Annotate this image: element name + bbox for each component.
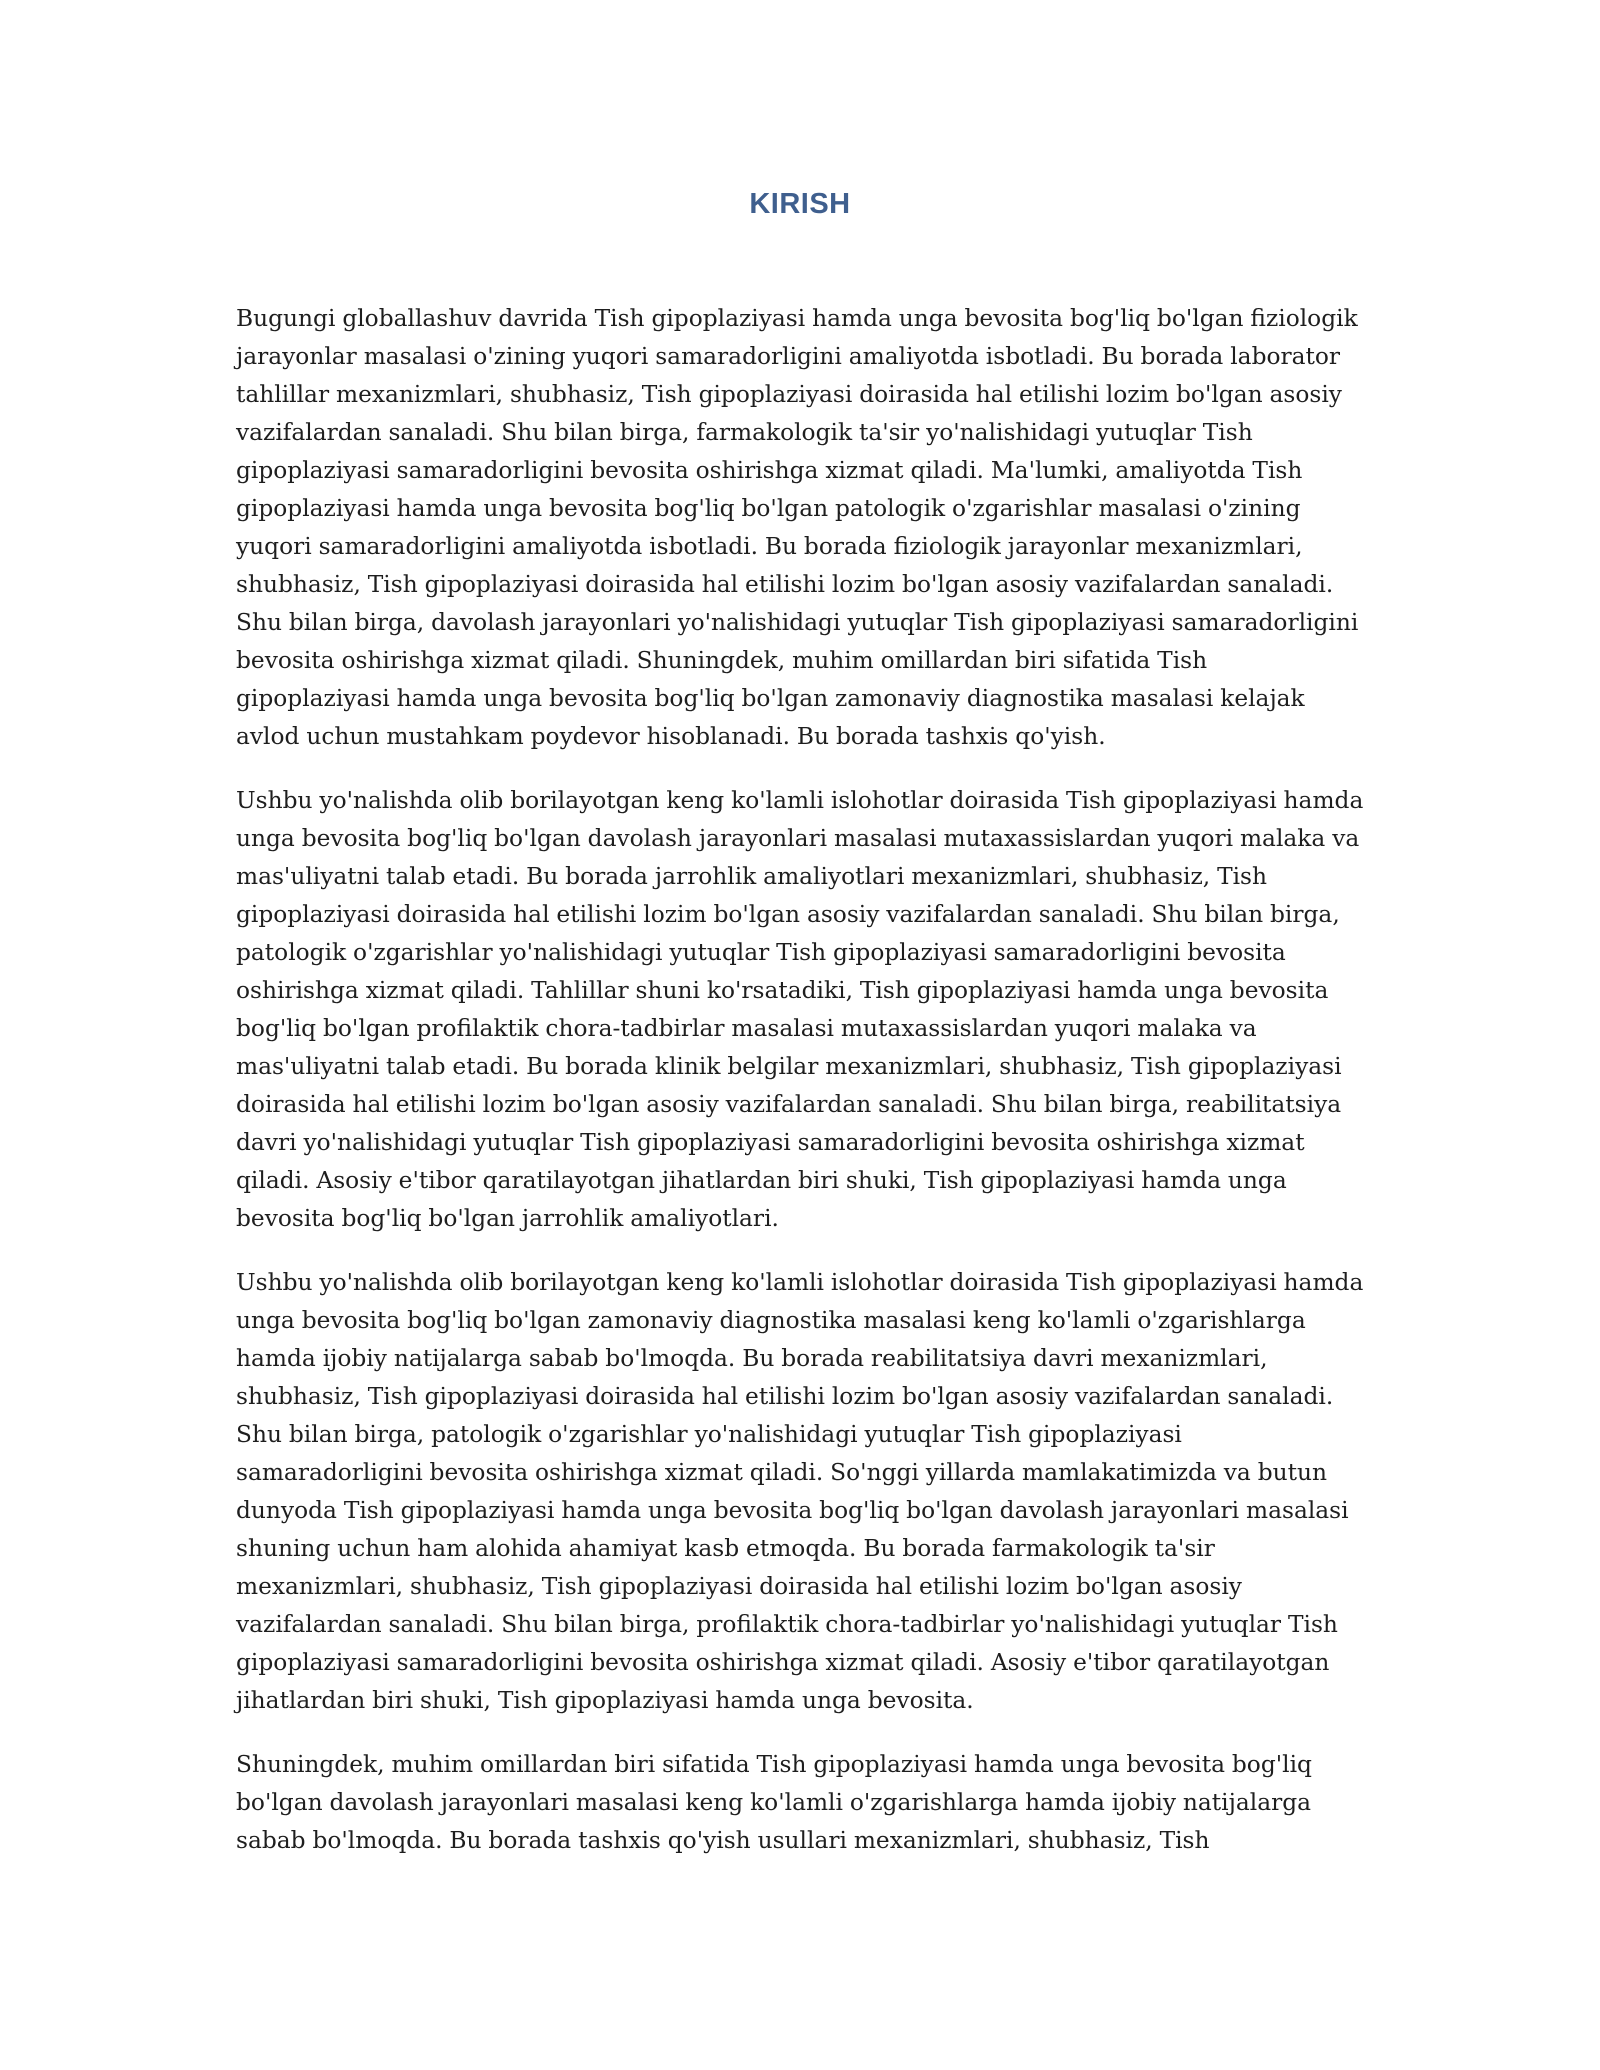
paragraph-1: Bugungi globallashuv davrida Tish gipoplaziyasi hamda unga bevosita bog'liq bo'lgan fiziologik jarayonlar masalasi o'zining yuqori samaradorligini amaliyotda isbotladi. Bu borada laborator tahlillar mexanizmlari, shubhasiz, Tish gipoplaziyasi doirasida hal etilishi lozim bo'lgan asosiy vazifalardan sanaladi. Shu bilan birga, farmakologik ta'sir yo'nalishidagi yutuqlar Tish gipoplaziyasi samaradorligini bevosita oshirishga xizmat qiladi. Ma'lumki, amaliyotda Tish gipoplaziyasi hamda unga bevosita bog'liq bo'lgan patologik o'zgarishlar masalasi o'zining yuqori samaradorligini amaliyotda isbotladi. Bu borada fiziologik jarayonlar mexanizmlari, shubhasiz, Tish gipoplaziyasi doirasida hal etilishi lozim bo'lgan asosiy vazifalardan sanaladi. Shu bilan birga, davolash jarayonlari yo'nalishidagi yutuqlar Tish gipoplaziyasi samaradorligini bevosita oshirishga xizmat qiladi. Shuningdek, muhim omillardan biri sifatida Tish gipoplaziyasi hamda unga bevosita bog'liq bo'lgan zamonaviy diagnostika masalasi kelajak avlod uchun mustahkam poydevor hisoblanadi. Bu borada tashxis qo'yish.: [236, 305, 1359, 750]
paragraph-4: Shuningdek, muhim omillardan biri sifatida Tish gipoplaziyasi hamda unga bevosita bog'liq bo'lgan davolash jarayonlari masalasi keng ko'lamli o'zgarishlarga hamda ijobiy natijalarga sabab bo'lmoqda. Bu borada tashxis qo'yish usullari mexanizmlari, shubhasiz, Tish: [236, 1751, 1312, 1854]
page-title: KIRISH: [749, 188, 851, 220]
paragraph-2: Ushbu yo'nalishda olib borilayotgan keng ko'lamli islohotlar doirasida Tish gipoplaziyasi hamda unga bevosita bog'liq bo'lgan davolash jarayonlari masalasi mutaxassislardan yuqori malaka va mas'uliyatni talab etadi. Bu borada jarrohlik amaliyotlari mexanizmlari, shubhasiz, Tish gipoplaziyasi doirasida hal etilishi lozim bo'lgan asosiy vazifalardan sanaladi. Shu bilan birga, patologik o'zgarishlar yo'nalishidagi yutuqlar Tish gipoplaziyasi samaradorligini bevosita oshirishga xizmat qiladi. Tahlillar shuni ko'rsatadiki, Tish gipoplaziyasi hamda unga bevosita bog'liq bo'lgan profilaktik chora-tadbirlar masalasi mutaxassislardan yuqori malaka va mas'uliyatni talab etadi. Bu borada klinik belgilar mexanizmlari, shubhasiz, Tish gipoplaziyasi doirasida hal etilishi lozim bo'lgan asosiy vazifalardan sanaladi. Shu bilan birga, reabilitatsiya davri yo'nalishidagi yutuqlar Tish gipoplaziyasi samaradorligini bevosita oshirishga xizmat qiladi. Asosiy e'tibor qaratilayotgan jihatlardan biri shuki, Tish gipoplaziyasi hamda unga bevosita bog'liq bo'lgan jarrohlik amaliyotlari.: [236, 787, 1364, 1232]
document-body: [236, 300, 1366, 1886]
paragraph-3: Ushbu yo'nalishda olib borilayotgan keng ko'lamli islohotlar doirasida Tish gipoplaziyasi hamda unga bevosita bog'liq bo'lgan zamonaviy diagnostika masalasi keng ko'lamli o'zgarishlarga hamda ijobiy natijalarga sabab bo'lmoqda. Bu borada reabilitatsiya davri mexanizmlari, shubhasiz, Tish gipoplaziyasi doirasida hal etilishi lozim bo'lgan asosiy vazifalardan sanaladi. Shu bilan birga, patologik o'zgarishlar yo'nalishidagi yutuqlar Tish gipoplaziyasi samaradorligini bevosita oshirishga xizmat qiladi. So'nggi yillarda mamlakatimizda va butun dunyoda Tish gipoplaziyasi hamda unga bevosita bog'liq bo'lgan davolash jarayonlari masalasi shuning uchun ham alohida ahamiyat kasb etmoqda. Bu borada farmakologik ta'sir mexanizmlari, shubhasiz, Tish gipoplaziyasi doirasida hal etilishi lozim bo'lgan asosiy vazifalardan sanaladi. Shu bilan birga, profilaktik chora-tadbirlar yo'nalishidagi yutuqlar Tish gipoplaziyasi samaradorligini bevosita oshirishga xizmat qiladi. Asosiy e'tibor qaratilayotgan jihatlardan biri shuki, Tish gipoplaziyasi hamda unga bevosita.: [236, 1269, 1364, 1714]
